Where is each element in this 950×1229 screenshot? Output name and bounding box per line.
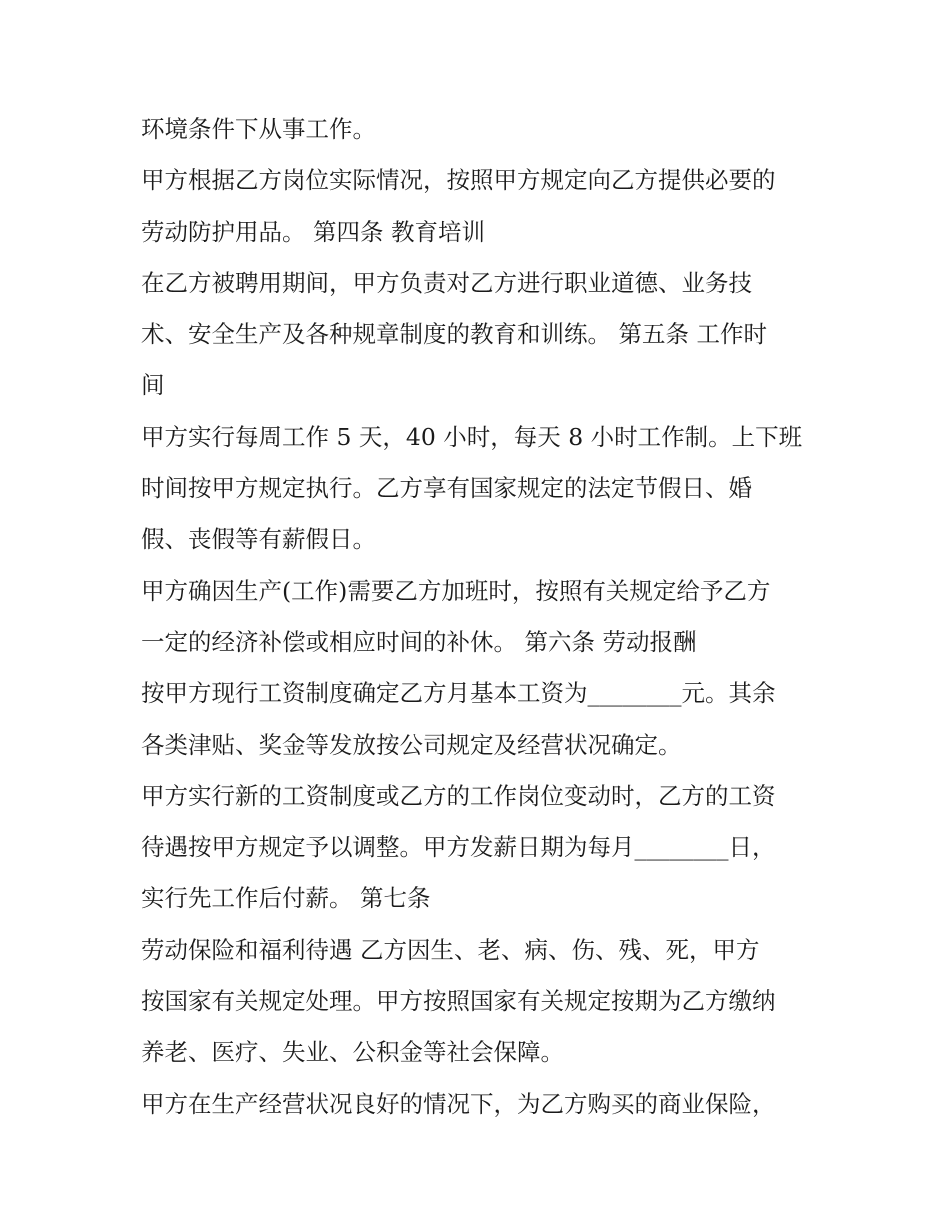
text-line-8: 时间按甲方规定执行。乙方享有国家规定的法定节假日、婚	[141, 474, 752, 503]
text-line-5: 术、安全生产及各种规章制度的教育和训练。 第五条 工作时	[141, 320, 767, 349]
text-line-6: 间	[141, 371, 165, 400]
text-line-17: 劳动保险和福利待遇 乙方因生、老、病、伤、残、死，甲方	[141, 935, 760, 964]
text-line-3: 劳动防护用品。 第四条 教育培训	[141, 217, 485, 246]
text-line-18: 按国家有关规定处理。甲方按照国家有关规定按期为乙方缴纳	[141, 987, 776, 1016]
contract-body-text	[141, 104, 831, 1130]
text-line-15: 待遇按甲方规定予以调整。甲方发薪日期为每月________日，	[141, 833, 776, 862]
text-line-19: 养老、医疗、失业、公积金等社会保障。	[141, 1038, 564, 1067]
text-line-12: 按甲方现行工资制度确定乙方月基本工资为________元。其余	[141, 679, 776, 708]
text-line-13: 各类津贴、奖金等发放按公司规定及经营状况确定。	[141, 730, 682, 759]
text-line-9: 假、丧假等有薪假日。	[141, 525, 376, 554]
text-line-1: 环境条件下从事工作。	[141, 115, 376, 143]
text-line-4: 在乙方被聘用期间，甲方负责对乙方进行职业道德、业务技	[141, 268, 752, 297]
text-line-14: 甲方实行新的工资制度或乙方的工作岗位变动时，乙方的工资	[141, 781, 776, 810]
text-line-10: 甲方确因生产(工作)需要乙方加班时，按照有关规定给予乙方	[141, 576, 771, 605]
text-line-7: 甲方实行每周工作 5 天，40 小时，每天 8 小时工作制。上下班	[141, 422, 803, 451]
text-line-2: 甲方根据乙方岗位实际情况，按照甲方规定向乙方提供必要的	[141, 166, 776, 195]
text-line-20: 甲方在生产经营状况良好的情况下，为乙方购买的商业保险，	[141, 1089, 776, 1118]
text-line-16: 实行先工作后付薪。 第七条	[141, 884, 431, 913]
text-line-11: 一定的经济补偿或相应时间的补休。 第六条 劳动报酬	[141, 627, 697, 656]
